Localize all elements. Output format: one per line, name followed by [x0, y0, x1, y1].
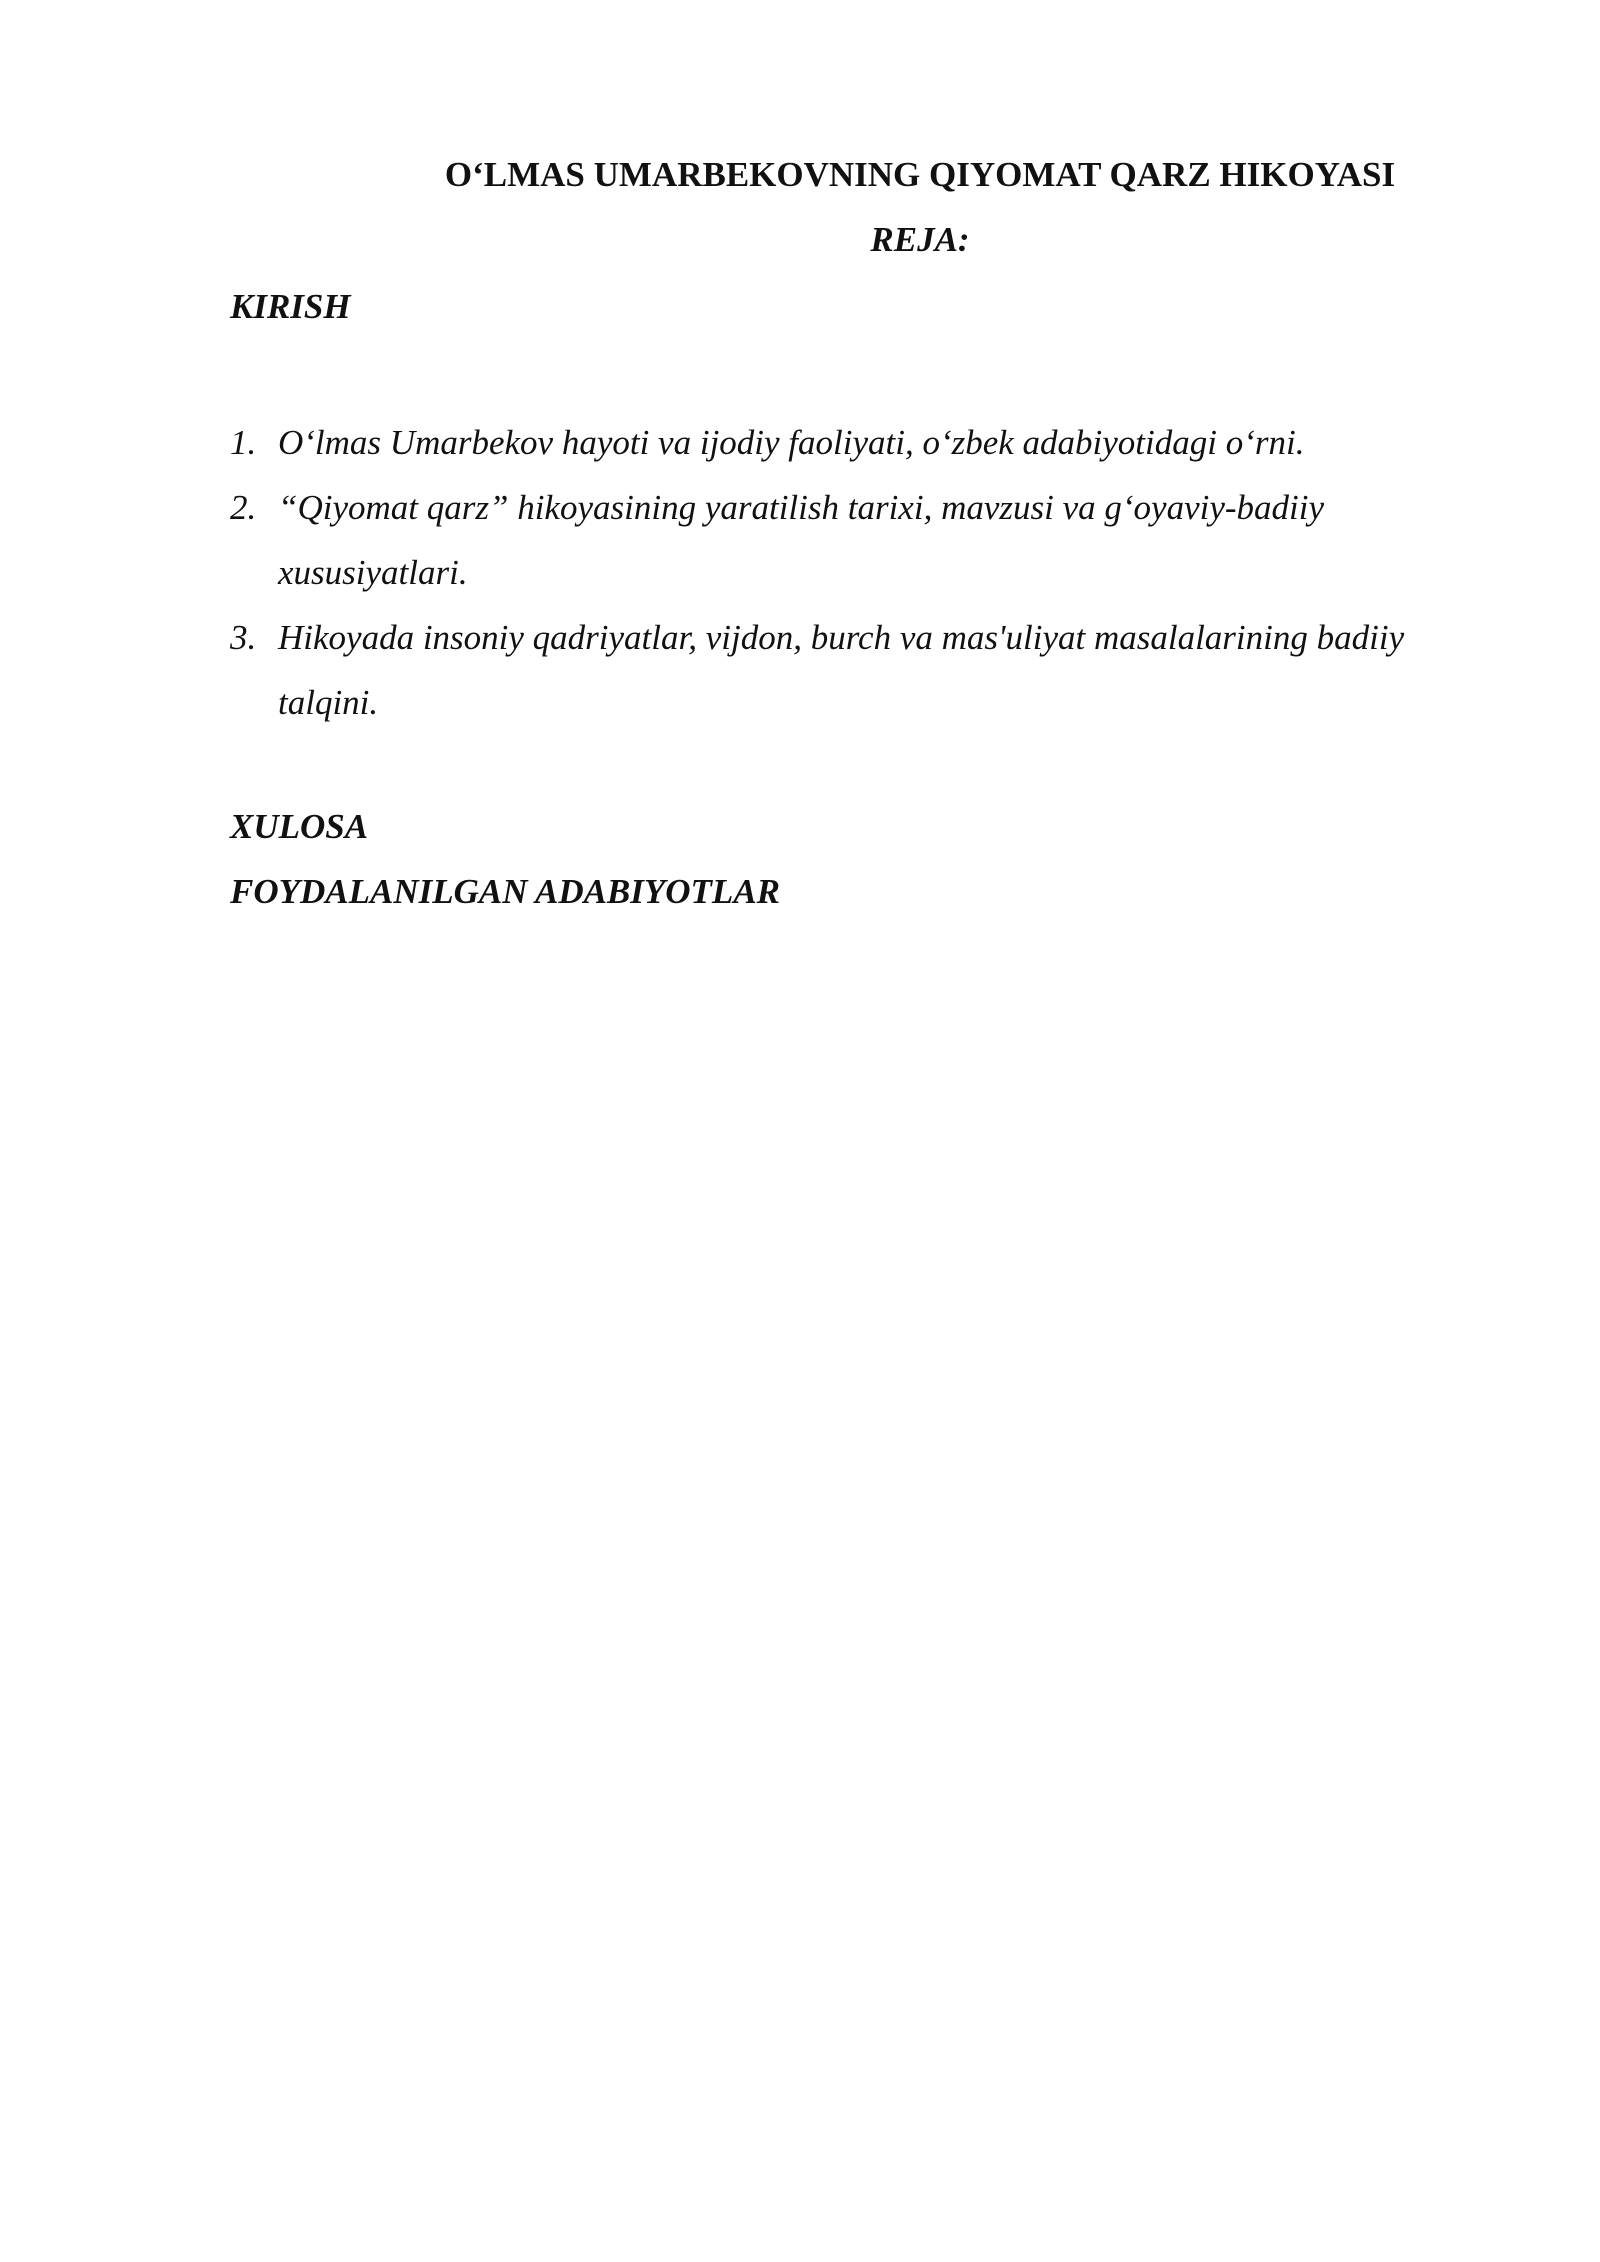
plan-list	[230, 410, 1430, 735]
plan-item-1	[230, 410, 1430, 475]
plan-item-2	[230, 475, 1430, 605]
plan-item-3	[230, 605, 1430, 735]
plan-item-number: 3.	[230, 618, 257, 657]
references-heading: FOYDALANILGAN ADABIYOTLAR	[230, 872, 781, 911]
conclusion-heading: XULOSA	[230, 807, 369, 846]
plan-item-text: “Qiyomat qarz” hikoyasining yaratilish tarixi, mavzusi va g‘oyaviy-badiiy xususiyatlari.	[278, 488, 1325, 592]
plan-item-number: 1.	[230, 423, 257, 462]
intro-heading: KIRISH	[230, 287, 351, 326]
document-title: O‘LMAS UMARBEKOVNING QIYOMAT QARZ HIKOYASI	[444, 155, 1396, 194]
plan-item-number: 2.	[230, 488, 257, 527]
plan-heading: REJA:	[870, 220, 970, 259]
plan-item-text: O‘lmas Umarbekov hayoti va ijodiy faoliyati, o‘zbek adabiyotidagi o‘rni.	[278, 423, 1305, 462]
plan-item-text: Hikoyada insoniy qadriyatlar, vijdon, burch va mas'uliyat masalalarining badiiy talqini.	[278, 618, 1405, 722]
